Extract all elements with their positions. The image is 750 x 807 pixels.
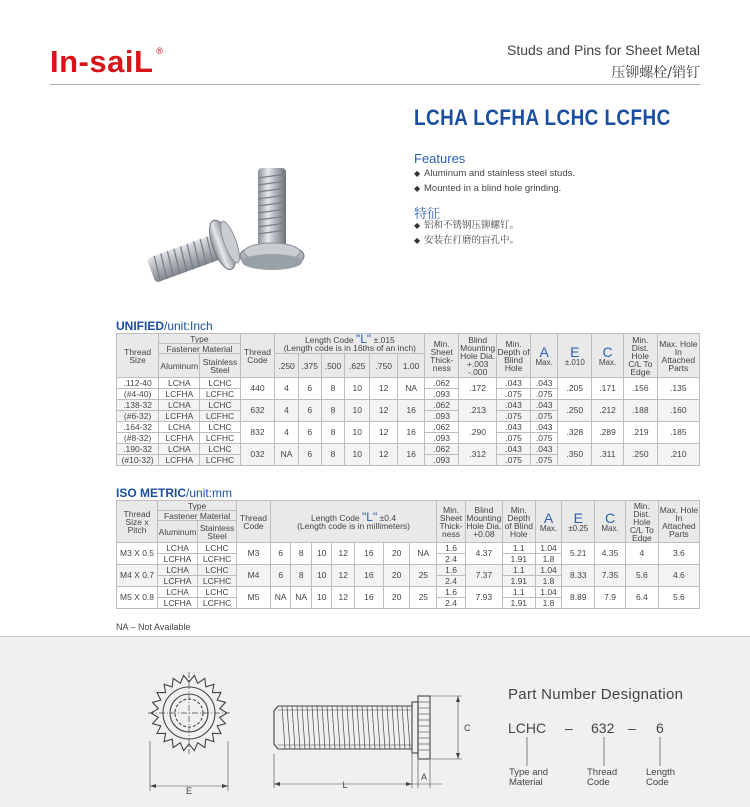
sheet-thickness-cell: 2.4 (437, 554, 466, 565)
blind-hole-cell: 7.93 (465, 587, 502, 609)
thread-code-cell: 032 (240, 444, 275, 466)
features-list-en (414, 166, 575, 196)
thread-size-cell: M5 X 0.8 (117, 587, 158, 609)
dim-label-a: A (420, 772, 428, 782)
stud-photo (140, 158, 360, 298)
length-code-cell: 16 (397, 422, 424, 444)
unified-spec-table (116, 333, 700, 466)
length-code-cell: NA (397, 378, 424, 400)
blind-hole-cell: .312 (459, 444, 497, 466)
thread-size-cell: (#10-32) (117, 455, 159, 466)
e-cell: 8.33 (562, 565, 595, 587)
col-min-depth: Min. Depth of Blind Hole (497, 334, 531, 378)
unified-heading: UNIFIED/unit:Inch (116, 319, 213, 333)
thread-code-cell: M3 (237, 543, 271, 565)
length-code-cell: 16 (397, 400, 424, 422)
e-cell: .328 (558, 422, 592, 444)
diamond-icon: ◆ (414, 169, 421, 178)
a-max-cell: .043 (530, 378, 557, 389)
length-code-cell: 10 (345, 378, 370, 400)
min-dist-cell: .219 (623, 422, 657, 444)
length-code-cell: 16 (355, 543, 384, 565)
depth-cell: .043 (497, 400, 531, 411)
table-row (117, 444, 700, 455)
length-code-cell: 12 (370, 422, 397, 444)
min-dist-cell: .156 (623, 378, 657, 400)
thread-code-cell: 440 (240, 378, 275, 400)
e-cell: .205 (558, 378, 592, 400)
header-title-cn: 压铆螺栓/销钉 (611, 65, 700, 81)
col-length-3: .500 (321, 354, 344, 378)
aluminum-cell: LCFHA (159, 455, 200, 466)
c-max-cell: 7.35 (595, 565, 626, 587)
sheet-thickness-cell: 1.6 (437, 565, 466, 576)
header-title-en: Studs and Pins for Sheet Metal (507, 42, 700, 58)
min-dist-cell: .250 (623, 444, 657, 466)
a-max-cell: 1.04 (535, 565, 562, 576)
thread-size-cell: .164-32 (117, 422, 159, 433)
label-length-code: Length Code (646, 767, 676, 788)
part-code-dash: – (628, 720, 636, 736)
col-fastener-material: Fastener Material (159, 344, 240, 354)
col-thread-code: Thread Code (237, 501, 271, 543)
col-min-depth: Min. Depth of Blind Hole (502, 501, 535, 543)
dim-label-l: L (342, 780, 348, 790)
sheet-thickness-cell: 1.6 (437, 543, 466, 554)
feature-item: ◆ 铝和不锈钢压铆螺钉。 (414, 220, 520, 231)
col-aluminum: Aluminum (158, 521, 198, 543)
col-fastener-material: Fastener Material (158, 511, 237, 521)
sheet-thickness-cell: .062 (425, 422, 459, 433)
length-code-cell: 20 (383, 587, 410, 609)
a-max-cell: 1.04 (535, 587, 562, 598)
stainless-cell: LCFHC (198, 598, 237, 609)
col-type: Type (158, 501, 237, 511)
depth-cell: .075 (497, 389, 531, 400)
thread-lines (282, 706, 410, 749)
max-hole-cell: .135 (657, 378, 699, 400)
depth-cell: .075 (497, 433, 531, 444)
dim-label-c: C (464, 723, 471, 733)
features-heading-cn: 特征 (414, 207, 441, 222)
depth-cell: .043 (497, 444, 531, 455)
thread-code-cell: 832 (240, 422, 275, 444)
length-code-cell: 12 (370, 400, 397, 422)
part-number-title: Part Number Designation (508, 686, 684, 703)
length-code-cell: 12 (370, 378, 397, 400)
length-code-cell: 25 (410, 587, 437, 609)
length-code-cell: 12 (332, 565, 355, 587)
stud-front (142, 216, 244, 296)
c-max-cell: .289 (592, 422, 624, 444)
c-max-cell: .212 (592, 400, 624, 422)
min-dist-cell: .188 (623, 400, 657, 422)
col-min-sheet: Min. Sheet Thick- ness (437, 501, 466, 543)
blind-hole-cell: .290 (459, 422, 497, 444)
c-max-cell: .311 (592, 444, 624, 466)
col-thread-size: Thread Size (117, 334, 159, 378)
aluminum-cell: LCHA (159, 400, 200, 411)
length-code-cell: 10 (345, 422, 370, 444)
e-cell: 5.21 (562, 543, 595, 565)
stainless-cell: LCFHC (200, 389, 240, 400)
thread-size-cell: .112-40 (117, 378, 159, 389)
aluminum-cell: LCFHA (159, 411, 200, 422)
product-title: LCHA LCFHA LCHC LCFHC (414, 105, 671, 130)
a-max-cell: 1.04 (535, 543, 562, 554)
length-code-cell: 8 (291, 565, 312, 587)
sheet-thickness-cell: .062 (425, 444, 459, 455)
col-stainless: Stainless Steel (198, 521, 237, 543)
length-code-cell: 4 (275, 378, 298, 400)
depth-cell: 1.91 (502, 598, 535, 609)
aluminum-cell: LCHA (159, 378, 200, 389)
stainless-cell: LCHC (198, 565, 237, 576)
part-code-length: 6 (656, 720, 664, 736)
feature-item: ◆ Mounted in a blind hole grinding. (414, 183, 562, 194)
length-code-cell: 6 (298, 444, 321, 466)
col-length-6: 1.00 (397, 354, 424, 378)
aluminum-cell: LCFHA (158, 598, 198, 609)
thread-size-cell: (#8-32) (117, 433, 159, 444)
max-hole-cell: .210 (657, 444, 699, 466)
a-max-cell: .043 (530, 422, 557, 433)
min-dist-cell: 6.4 (625, 587, 658, 609)
c-max-cell: 7.9 (595, 587, 626, 609)
col-min-dist: Min. Dist. Hole C/L To Edge (623, 334, 657, 378)
min-dist-cell: 5.6 (625, 565, 658, 587)
thread-size-cell: .190-32 (117, 444, 159, 455)
length-code-cell: 10 (311, 565, 332, 587)
col-min-sheet: Min. Sheet Thick- ness (425, 334, 459, 378)
max-hole-cell: .160 (657, 400, 699, 422)
length-code-cell: 10 (345, 444, 370, 466)
col-blind-hole-dia: Blind Mounting Hole Dia. +.003 -.000 (460, 334, 496, 377)
aluminum-cell: LCHA (159, 422, 200, 433)
stainless-cell: LCFHC (200, 455, 240, 466)
max-hole-cell: .185 (657, 422, 699, 444)
table-row (117, 543, 700, 554)
feature-item: ◆ 安装在打磨的盲孔中。 (414, 235, 520, 246)
part-code-thread: 632 (591, 720, 615, 736)
length-code-cell: 4 (275, 422, 298, 444)
col-length-1: .250 (275, 354, 298, 378)
col-length-5: .750 (370, 354, 397, 378)
blind-hole-cell: .213 (459, 400, 497, 422)
c-max-cell: 4.35 (595, 543, 626, 565)
length-code-cell: 6 (270, 565, 291, 587)
aluminum-cell: LCFHA (158, 576, 198, 587)
col-c: C Max. (592, 334, 624, 378)
metric-spec-table (116, 500, 700, 609)
col-aluminum: Aluminum (159, 354, 200, 378)
sheet-thickness-cell: .093 (425, 389, 459, 400)
a-max-cell: .043 (530, 400, 557, 411)
length-code-cell: 8 (321, 378, 344, 400)
a-max-cell: .075 (530, 455, 557, 466)
aluminum-cell: LCHA (158, 565, 198, 576)
part-code-dash: – (565, 720, 573, 736)
length-code-cell: NA (270, 587, 291, 609)
aluminum-cell: LCFHA (159, 433, 200, 444)
sheet-thickness-cell: 2.4 (437, 598, 466, 609)
thread-size-cell: (#6-32) (117, 411, 159, 422)
thread-size-cell: (#4-40) (117, 389, 159, 400)
col-thread-code: Thread Code (240, 334, 275, 378)
max-hole-cell: 5.6 (658, 587, 699, 609)
length-code-cell: 12 (332, 587, 355, 609)
brand-name: In-saiL (50, 44, 154, 79)
side-view-drawing (274, 696, 462, 788)
length-code-cell: 8 (291, 543, 312, 565)
table-row (117, 587, 700, 598)
diamond-icon: ◆ (414, 221, 421, 230)
col-length-2: .375 (298, 354, 321, 378)
aluminum-cell: LCFHA (159, 389, 200, 400)
col-max-hole: Max. Hole In Attached Parts (657, 334, 699, 378)
stainless-cell: LCFHC (200, 411, 240, 422)
label-type-material: Type and Material (509, 767, 549, 788)
stainless-cell: LCHC (200, 400, 240, 411)
blind-hole-cell: .172 (459, 378, 497, 400)
na-note: NA – Not Available (116, 622, 191, 632)
length-code-cell: 6 (270, 543, 291, 565)
depth-cell: 1.91 (502, 554, 535, 565)
sheet-thickness-cell: .093 (425, 455, 459, 466)
a-max-cell: 1.8 (535, 598, 562, 609)
thread-code-cell: 632 (240, 400, 275, 422)
dim-label-e: E (185, 786, 193, 796)
depth-cell: 1.1 (502, 565, 535, 576)
registered-mark: ® (156, 46, 164, 56)
blind-hole-cell: 4.37 (465, 543, 502, 565)
length-code-cell: NA (291, 587, 312, 609)
thread-size-cell: M4 X 0.7 (117, 565, 158, 587)
diamond-icon: ◆ (414, 184, 421, 193)
stainless-cell: LCHC (198, 543, 237, 554)
depth-cell: .043 (497, 422, 531, 433)
length-code-cell: 10 (311, 543, 332, 565)
length-code-cell: 6 (298, 400, 321, 422)
a-max-cell: .075 (530, 389, 557, 400)
diamond-icon: ◆ (414, 236, 421, 245)
depth-cell: .043 (497, 378, 531, 389)
stainless-cell: LCHC (200, 422, 240, 433)
a-max-cell: 1.8 (535, 554, 562, 565)
a-max-cell: .075 (530, 433, 557, 444)
blind-hole-cell: 7.37 (465, 565, 502, 587)
col-thread-size: Thread Size x Pitch (117, 501, 158, 543)
depth-cell: 1.1 (502, 543, 535, 554)
designation-leaders (527, 737, 660, 766)
depth-cell: .075 (497, 455, 531, 466)
a-max-cell: .075 (530, 411, 557, 422)
stainless-cell: LCFHC (198, 554, 237, 565)
thread-size-cell: .138-32 (117, 400, 159, 411)
length-code-cell: 6 (298, 378, 321, 400)
length-code-cell: 10 (311, 587, 332, 609)
col-a: A Max. (535, 501, 562, 543)
table-row (117, 400, 700, 411)
col-c: C Max. (595, 501, 626, 543)
thread-size-cell: M3 X 0.5 (117, 543, 158, 565)
length-code-cell: 16 (355, 565, 384, 587)
aluminum-cell: LCHA (159, 444, 200, 455)
length-code-cell: 8 (321, 400, 344, 422)
length-code-cell: 4 (275, 400, 298, 422)
table-row (117, 378, 700, 389)
feature-item: ◆ Aluminum and stainless steel studs. (414, 168, 576, 179)
length-code-cell: 25 (410, 565, 437, 587)
c-max-cell: .171 (592, 378, 624, 400)
length-code-cell: 8 (321, 444, 344, 466)
max-hole-cell: 3.6 (658, 543, 699, 565)
length-code-cell: 6 (298, 422, 321, 444)
sheet-thickness-cell: .093 (425, 411, 459, 422)
col-length-code: Length Code "L" ±0.4 (Length code is in millimeters) (270, 501, 436, 543)
e-cell: .250 (558, 400, 592, 422)
col-length-code: Length Code "L" ±.015 (Length code is in 16ths of an inch) (275, 334, 425, 354)
table-row (117, 565, 700, 576)
col-e: E ±0.25 (562, 501, 595, 543)
depth-cell: 1.91 (502, 576, 535, 587)
col-length-4: .625 (345, 354, 370, 378)
col-type: Type (159, 334, 240, 344)
features-list-cn (414, 218, 519, 248)
a-max-cell: 1.8 (535, 576, 562, 587)
e-cell: 8.89 (562, 587, 595, 609)
stud-rear (240, 168, 304, 270)
thread-code-cell: M4 (237, 565, 271, 587)
sheet-thickness-cell: .062 (425, 378, 459, 389)
end-view-drawing (148, 672, 230, 791)
length-code-cell: 12 (332, 543, 355, 565)
col-stainless: Stainless Steel (200, 354, 240, 378)
length-code-cell: 12 (370, 444, 397, 466)
col-max-hole: Max. Hole In Attached Parts (658, 501, 699, 543)
length-code-cell: 8 (321, 422, 344, 444)
features-heading-en: Features (414, 151, 466, 166)
table-row (117, 422, 700, 433)
sheet-thickness-cell: 2.4 (437, 576, 466, 587)
depth-cell: 1.1 (502, 587, 535, 598)
stainless-cell: LCHC (200, 378, 240, 389)
col-a: A Max. (530, 334, 557, 378)
stainless-cell: LCFHC (198, 576, 237, 587)
sheet-thickness-cell: .062 (425, 400, 459, 411)
length-code-cell: 10 (345, 400, 370, 422)
max-hole-cell: 4.6 (658, 565, 699, 587)
technical-drawing (0, 636, 750, 807)
depth-cell: .075 (497, 411, 531, 422)
col-min-dist: Min. Dist. Hole C/L To Edge (625, 501, 658, 543)
stainless-cell: LCFHC (200, 433, 240, 444)
e-cell: .350 (558, 444, 592, 466)
length-code-cell: 16 (397, 444, 424, 466)
stainless-cell: LCHC (200, 444, 240, 455)
brand-logo (50, 44, 164, 80)
length-code-cell: NA (410, 543, 437, 565)
part-code-type: LCHC (508, 720, 547, 736)
metric-heading: ISO METRIC/unit:mm (116, 486, 233, 500)
min-dist-cell: 4 (625, 543, 658, 565)
aluminum-cell: LCFHA (158, 554, 198, 565)
sheet-thickness-cell: 1.6 (437, 587, 466, 598)
length-code-cell: NA (275, 444, 298, 466)
stainless-cell: LCHC (198, 587, 237, 598)
length-code-cell: 20 (383, 565, 410, 587)
a-max-cell: .043 (530, 444, 557, 455)
thread-code-cell: M5 (237, 587, 271, 609)
length-code-cell: 16 (355, 587, 384, 609)
sheet-thickness-cell: .093 (425, 433, 459, 444)
length-code-cell: 20 (383, 543, 410, 565)
col-e: E ±.010 (558, 334, 592, 378)
col-blind-hole-dia: Blind Mounting Hole Dia. +0.08 (465, 501, 502, 543)
label-thread-code: Thread Code (587, 767, 618, 788)
aluminum-cell: LCHA (158, 587, 198, 598)
aluminum-cell: LCHA (158, 543, 198, 554)
header-divider (50, 84, 700, 85)
